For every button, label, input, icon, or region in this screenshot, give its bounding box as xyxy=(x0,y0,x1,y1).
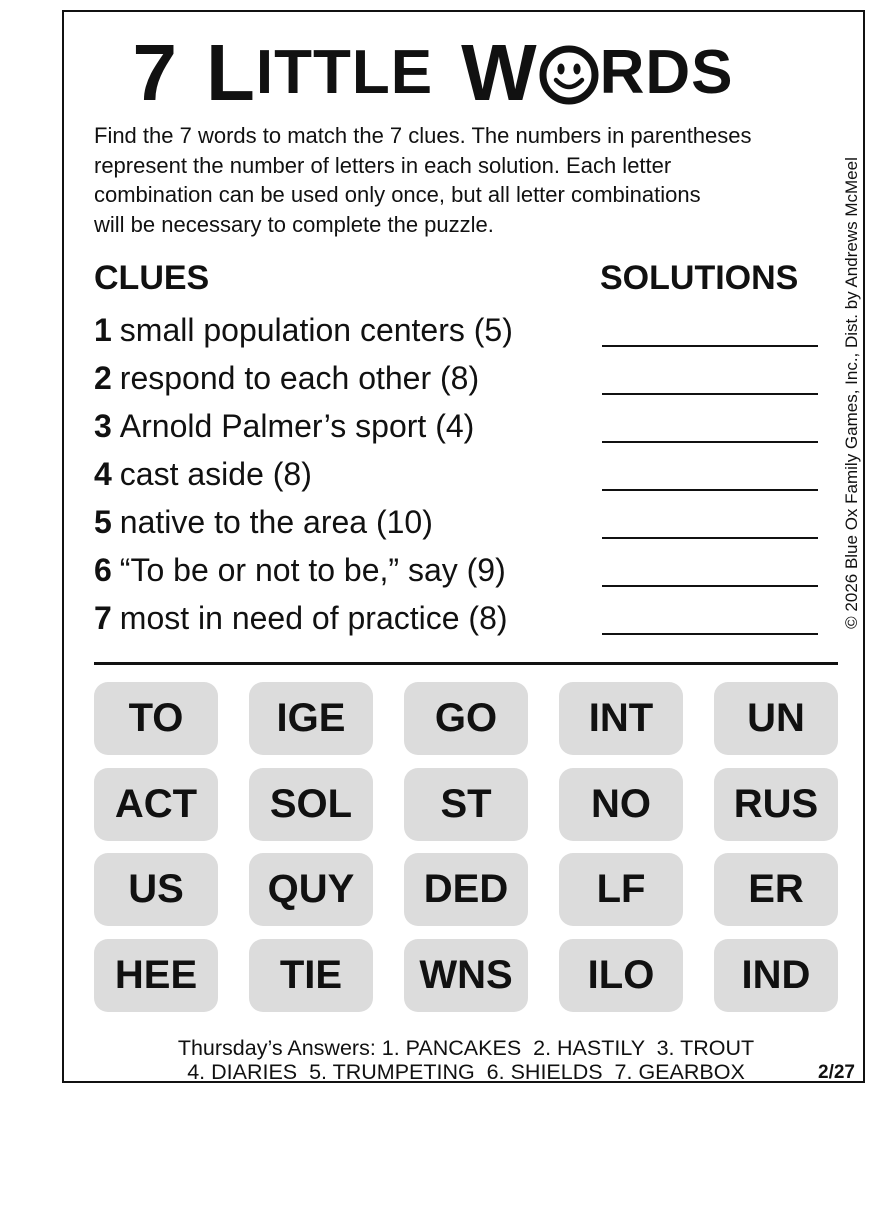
letter-tile[interactable]: ST xyxy=(404,768,528,841)
letter-tile[interactable]: ACT xyxy=(94,768,218,841)
clue-text: “To be or not to be,” say (9) xyxy=(119,552,506,588)
letter-tile[interactable]: LF xyxy=(559,853,683,926)
clue-4 xyxy=(94,454,312,494)
clue-text: Arnold Palmer’s sport (4) xyxy=(119,408,475,444)
instructions xyxy=(94,121,842,239)
title-letter-w: W xyxy=(461,28,538,117)
instructions-line: represent the number of letters in each solution. Each letter xyxy=(94,152,672,178)
clue-text: respond to each other (8) xyxy=(119,360,480,396)
clue-number: 2 xyxy=(94,360,112,396)
clue-3 xyxy=(94,406,474,446)
solutions-heading: SOLUTIONS xyxy=(600,259,799,297)
letter-tile[interactable]: UN xyxy=(714,682,838,755)
letter-tile[interactable]: GO xyxy=(404,682,528,755)
solution-line-3[interactable] xyxy=(602,441,818,443)
clue-number: 6 xyxy=(94,552,112,588)
previous-answers xyxy=(90,1036,842,1084)
solution-line-6[interactable] xyxy=(602,585,818,587)
smiley-face-icon xyxy=(539,45,599,105)
copyright-text: © 2026 Blue Ox Family Games, Inc., Dist. by Andrews McMeel xyxy=(842,157,861,629)
answers-line: Thursday’s Answers: 1. PANCAKES 2. HASTILY 3. TROUT xyxy=(177,1036,755,1060)
instructions-line: will be necessary to complete the puzzle. xyxy=(94,211,494,237)
clue-text: most in need of practice (8) xyxy=(119,600,508,636)
solution-line-1[interactable] xyxy=(602,345,818,347)
letter-tile[interactable]: QUY xyxy=(249,853,373,926)
puzzle-title xyxy=(88,28,778,118)
section-divider xyxy=(94,662,838,665)
title-ittle: ITTLE xyxy=(255,38,434,107)
instructions-line: combination can be used only once, but all letter combinations xyxy=(94,182,701,207)
clue-5 xyxy=(94,502,433,542)
letter-tile[interactable]: DED xyxy=(404,853,528,926)
solution-line-2[interactable] xyxy=(602,393,818,395)
letter-tile[interactable]: WNS xyxy=(404,939,528,1012)
clue-2 xyxy=(94,358,479,398)
puzzle-date: 2/27 xyxy=(818,1062,855,1083)
clue-number: 1 xyxy=(94,312,112,348)
letter-tile[interactable]: TO xyxy=(94,682,218,755)
letter-tile[interactable]: TIE xyxy=(249,939,373,1012)
letter-tile[interactable]: US xyxy=(94,853,218,926)
instructions-line: Find the 7 words to match the 7 clues. The numbers in parentheses xyxy=(94,123,752,148)
clue-text: native to the area (10) xyxy=(119,504,433,540)
clue-number: 5 xyxy=(94,504,112,540)
clues-heading: CLUES xyxy=(94,259,210,297)
clue-number: 3 xyxy=(94,408,112,444)
letter-tile[interactable]: IND xyxy=(714,939,838,1012)
solution-line-4[interactable] xyxy=(602,489,818,491)
letter-tile[interactable]: ILO xyxy=(559,939,683,1012)
title-rds: RDS xyxy=(599,38,734,107)
clue-1 xyxy=(94,310,513,350)
clue-7 xyxy=(94,598,508,638)
solution-line-5[interactable] xyxy=(602,537,818,539)
clue-number: 7 xyxy=(94,600,112,636)
letter-tile[interactable]: IGE xyxy=(249,682,373,755)
letter-tile[interactable]: ER xyxy=(714,853,838,926)
answers-line: 4. DIARIES 5. TRUMPETING 6. SHIELDS 7. GEARBOX xyxy=(187,1060,745,1084)
clue-6 xyxy=(94,550,506,590)
letter-tile[interactable]: HEE xyxy=(94,939,218,1012)
letter-tile[interactable]: NO xyxy=(559,768,683,841)
title-number: 7 xyxy=(132,28,178,117)
letter-tile[interactable]: RUS xyxy=(714,768,838,841)
solution-line-7[interactable] xyxy=(602,633,818,635)
clue-text: small population centers (5) xyxy=(119,312,513,348)
letter-tile[interactable]: SOL xyxy=(249,768,373,841)
letter-tile[interactable]: INT xyxy=(559,682,683,755)
clue-text: cast aside (8) xyxy=(119,456,312,492)
clue-number: 4 xyxy=(94,456,112,492)
title-letter-l: L xyxy=(206,28,256,117)
